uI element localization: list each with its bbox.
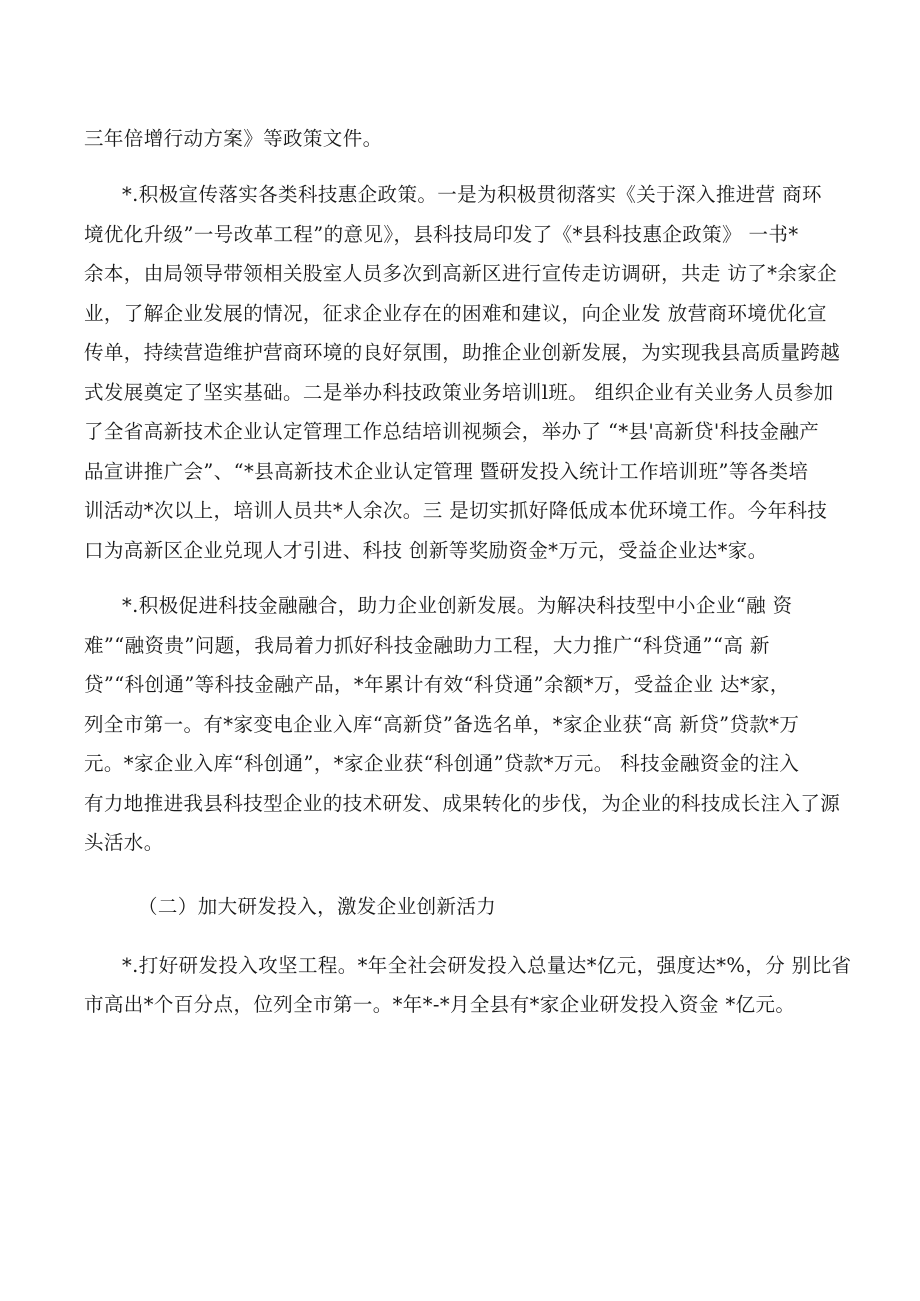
paragraph-2-line-2: 境优化升级”一号改革工程”的意见》，县科技局印发了《*县科技惠企政策》 一书* — [84, 223, 799, 246]
paragraph-3-line-3: 贷”“科创通”等科技金融产品，*年累计有效“科贷通”余额*万，受益企业 达*家， — [84, 673, 790, 696]
paragraph-2-line-4: 业，了解企业发展的情况，征求企业存在的困难和建议，向企业发 放营商环境优化宣 — [84, 302, 827, 325]
paragraph-3-line-5: 元。*家企业入库“科创通”，*家企业获“科创通”贷款*万元。 科技金融资金的注入 — [84, 752, 800, 775]
paragraph-2-line-1: *.积极宣传落实各类科技惠企政策。一是为积极贯彻落实《关于深入推进营 商环 — [122, 183, 822, 206]
paragraph-2-line-8: 品宣讲推广会”、“*县高新技术企业认定管理 暨研发投入统计工作培训班”等各类培 — [84, 460, 809, 483]
paragraph-4-line-2: 市高出*个百分点，位列全市第一。*年*-*月全县有*家企业研发投入资金 *亿元。 — [84, 993, 796, 1016]
paragraph-2-line-5: 传单，持续营造维护营商环境的良好氛围，助推企业创新发展，为实现我县高质量跨越 — [84, 341, 841, 364]
paragraph-4-line-1: *.打好研发投入攻坚工程。*年全社会研发投入总量达*亿元，强度达*%，分 别比省 — [122, 954, 852, 977]
paragraph-3-line-6: 有力地推进我县科技型企业的技术研发、成果转化的步伐，为企业的科技成长注入了源 — [84, 792, 841, 815]
paragraph-3-line-1: *.积极促进科技金融融合，助力企业创新发展。为解决科技型中小企业“融 资 — [122, 594, 793, 617]
paragraph-3-line-2: 难”“融资贵”问题，我局着力抓好科技金融助力工程，大力推广“科贷通”“高 新 — [84, 634, 770, 657]
paragraph-3-line-7: 头活水。 — [84, 831, 164, 854]
paragraph-3-line-4: 列全市第一。有*家变电企业入库“高新贷”备选名单，*家企业获“高 新贷”贷款*万 — [84, 713, 800, 736]
paragraph-1-line-1: 三年倍增行动方案》等政策文件。 — [84, 127, 383, 150]
paragraph-2-line-6: 式发展奠定了坚实基础。二是举办科技政策业务培训l班。 组织企业有关业务人员参加 — [84, 381, 834, 404]
paragraph-2-line-7: 了全省高新技术企业认定管理工作总结培训视频会，举办了 “*县'高新贷'科技金融产 — [84, 420, 820, 443]
section-heading: （二）加大研发投入，激发企业创新活力 — [138, 895, 497, 918]
paragraph-2-line-10: 口为高新区企业兑现人才引进、科技 创新等奖励资金*万元，受益企业达*家。 — [84, 539, 768, 562]
paragraph-2-line-9: 训活动*次以上，培训人员共*人余次。三 是切实抓好降低成本优环境工作。今年科技 — [84, 499, 828, 522]
paragraph-2-line-3: 余本，由局领导带领相关股室人员多次到高新区进行宣传走访调研，共走 访了*余家企 — [84, 262, 838, 285]
